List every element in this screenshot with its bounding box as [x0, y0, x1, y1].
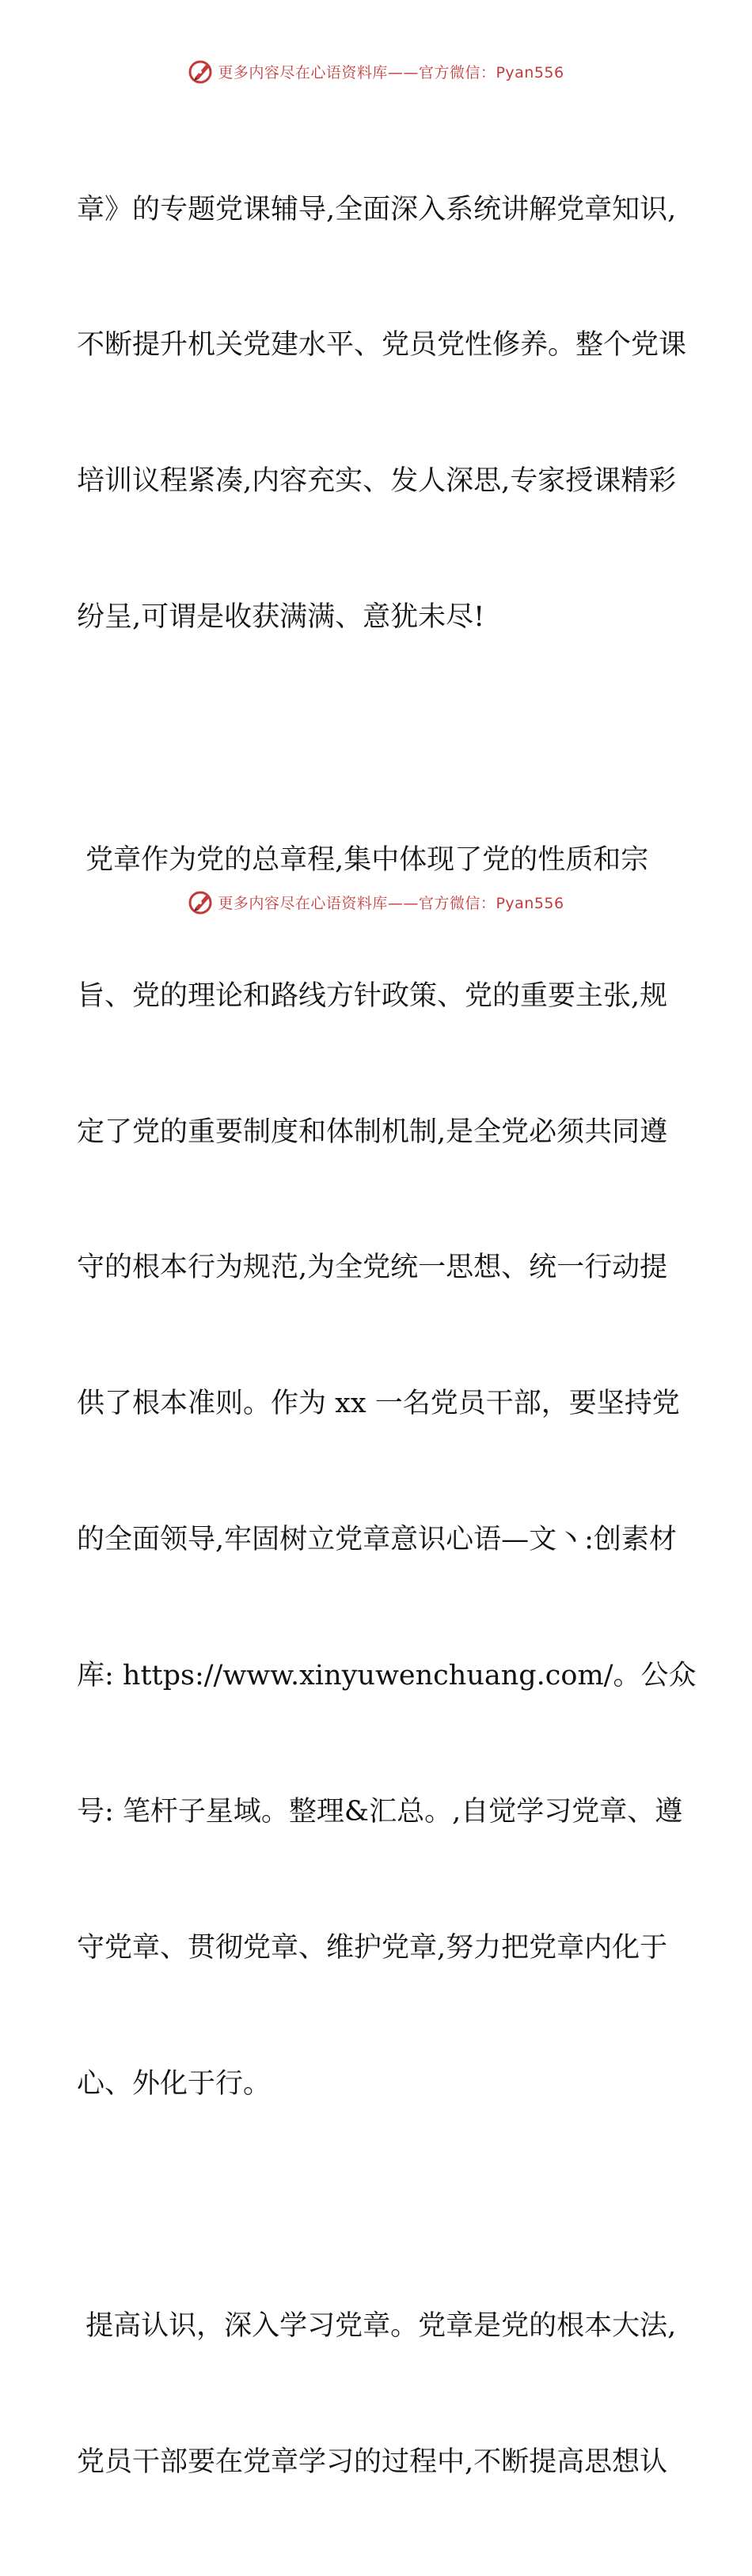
header-wechat-id: Pyan556 [496, 63, 564, 81]
footer-separator: —— [387, 894, 419, 912]
text-line: 提高认识，深入学习党章。党章是党的根本大法, [77, 2310, 677, 2343]
paragraph-1 [77, 97, 687, 731]
text-line: 号: 笔杆子星域。整理&汇总。,自觉学习党章、遵 [77, 1795, 683, 1828]
pen-logo-icon [188, 58, 215, 85]
text-line: 库: https://www.xinyuwenchuang.com/。公众 [77, 1660, 697, 1692]
paragraph-2 [77, 747, 697, 2198]
text-line: 定了党的重要制度和体制机制,是全党必须共同遵 [77, 1116, 668, 1148]
paragraph-3 [77, 2214, 678, 2576]
header-banner [0, 55, 752, 87]
pen-logo-icon [188, 888, 215, 915]
header-wechat-label: 官方微信： [418, 63, 496, 81]
header-text [218, 61, 564, 82]
text-line: 章》的专题党课辅导,全面深入系统讲解党章知识, [77, 193, 677, 225]
text-line: 党章作为党的总章程,集中体现了党的性质和宗 [77, 843, 649, 876]
document-body [77, 97, 697, 2576]
text-line: 守党章、贯彻党章、维护党章,努力把党章内化于 [77, 1931, 668, 1964]
text-line: 纷呈,可谓是收获满满、意犹未尽! [77, 601, 485, 634]
text-line: 供了根本准则。作为 xx 一名党员干部，要坚持党 [77, 1388, 680, 1420]
header-separator: —— [387, 63, 419, 81]
text-line: 旨、党的理论和路线方针政策、党的重要主张,规 [77, 979, 668, 1012]
footer-text [218, 892, 564, 913]
text-line: 不断提升机关党建水平、党员党性修养。整个党课 [77, 329, 687, 362]
footer-wechat-label: 官方微信： [418, 894, 496, 912]
text-line: 的全面领导,牢固树立党章意识心语—文丶:创素材 [77, 1524, 677, 1556]
header-brand: 更多内容尽在心语资料库 [218, 63, 388, 81]
footer-brand: 更多内容尽在心语资料库 [218, 894, 388, 912]
text-line: 心、外化于行。 [77, 2067, 272, 2100]
footer-banner [0, 886, 752, 918]
footer-wechat-id: Pyan556 [496, 894, 564, 912]
text-line: 守的根本行为规范,为全党统一思想、统一行动提 [77, 1252, 668, 1284]
text-line: 党员干部要在党章学习的过程中,不断提高思想认 [77, 2446, 668, 2479]
text-line: 培训议程紧凑,内容充实、发人深思,专家授课精彩 [77, 465, 677, 498]
